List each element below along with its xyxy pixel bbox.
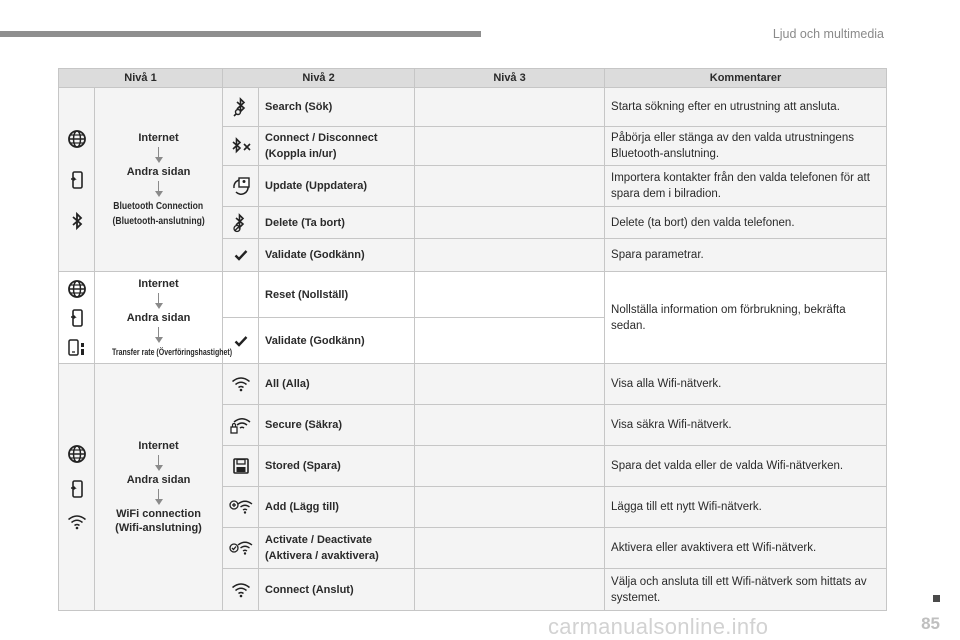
arrow-down-icon	[155, 455, 163, 471]
globe-icon	[67, 279, 87, 299]
arrow-down-icon	[155, 147, 163, 163]
level2-icon-cell	[223, 272, 259, 318]
globe-icon	[67, 129, 87, 149]
level3-cell	[415, 166, 605, 207]
level3-cell	[415, 569, 605, 611]
level3-cell	[415, 487, 605, 528]
level3-cell	[415, 88, 605, 127]
arrow-down-icon	[155, 293, 163, 309]
level2-icon-cell	[223, 487, 259, 528]
level2-icon-cell	[223, 446, 259, 487]
comment-cell: Starta sökning efter en utrustning att ansluta.	[605, 88, 887, 127]
level3-cell	[415, 239, 605, 272]
level3-cell	[415, 272, 605, 318]
column-header-level-2: Nivå 2	[223, 69, 415, 88]
level2-label: Update (Uppdatera)	[259, 166, 415, 207]
column-header-level-1: Nivå 1	[59, 69, 223, 88]
arrow-down-icon	[155, 489, 163, 505]
table-header-row	[59, 69, 887, 88]
column-header-level-3: Nivå 3	[415, 69, 605, 88]
level2-label: Reset (Nollställ)	[259, 272, 415, 318]
level2-icon-cell	[223, 207, 259, 239]
level2-label: Validate (Godkänn)	[259, 239, 415, 272]
checkmark-icon	[234, 335, 248, 347]
level3-cell	[415, 127, 605, 166]
level3-cell	[415, 318, 605, 364]
comment-cell: Visa alla Wifi-nätverk.	[605, 364, 887, 405]
end-marker	[933, 595, 940, 602]
level1-icons-cell	[59, 88, 95, 272]
wifi-add-icon	[229, 499, 253, 515]
level2-label: Activate / Deactivate (Aktivera / avaktivera)	[259, 528, 415, 569]
comment-cell: Lägga till ett nytt Wifi-nätverk.	[605, 487, 887, 528]
level1-icons-cell	[59, 364, 95, 611]
path-internet: Internet	[138, 131, 179, 144]
column-header-comments: Kommentarer	[605, 69, 887, 88]
table-row	[59, 88, 887, 127]
phone-icon	[70, 171, 84, 189]
phone-icon	[70, 309, 84, 327]
level2-label: All (Alla)	[259, 364, 415, 405]
arrow-down-icon	[155, 327, 163, 343]
checkmark-icon	[234, 249, 248, 261]
level3-cell	[415, 405, 605, 446]
top-rule	[0, 31, 481, 37]
level2-icon-cell	[223, 364, 259, 405]
level2-icon-cell	[223, 405, 259, 446]
level2-label: Connect / Disconnect (Koppla in/ur)	[259, 127, 415, 166]
level2-label: Delete (Ta bort)	[259, 207, 415, 239]
wifi-toggle-icon	[229, 540, 253, 556]
bluetooth-delete-icon	[232, 213, 250, 233]
comment-cell: Spara det valda eller de valda Wifi-nätverken.	[605, 446, 887, 487]
path-other-page: Andra sidan	[126, 165, 191, 178]
path-bluetooth-connection-sv: (Bluetooth-anslutning)	[112, 215, 205, 227]
level1-path-cell	[95, 88, 223, 272]
level2-label: Search (Sök)	[259, 88, 415, 127]
wifi-icon	[231, 376, 251, 392]
level3-cell	[415, 364, 605, 405]
data-transfer-icon	[67, 337, 87, 357]
level2-label: Connect (Anslut)	[259, 569, 415, 611]
level1-icons-cell	[59, 272, 95, 364]
comment-cell: Delete (ta bort) den valda telefonen.	[605, 207, 887, 239]
bluetooth-icon	[71, 211, 83, 231]
level2-icon-cell	[223, 569, 259, 611]
level2-label: Stored (Spara)	[259, 446, 415, 487]
level3-cell	[415, 528, 605, 569]
level2-label: Add (Lägg till)	[259, 487, 415, 528]
path-other-page: Andra sidan	[126, 311, 191, 324]
arrow-down-icon	[155, 181, 163, 197]
path-internet: Internet	[138, 440, 179, 452]
path-transfer-rate: Transfer rate (Överföringshastighet)	[111, 346, 233, 357]
wifi-icon	[67, 514, 87, 530]
level2-label: Validate (Godkänn)	[259, 318, 415, 364]
comment-cell: Visa säkra Wifi-nätverk.	[605, 405, 887, 446]
comment-cell: Nollställa information om förbrukning, bekräfta sedan.	[605, 272, 887, 364]
level1-path-cell	[95, 364, 223, 611]
bluetooth-search-icon	[232, 97, 250, 117]
path-internet: Internet	[138, 277, 179, 290]
path-wifi-connection-sv: (Wifi-anslutning)	[115, 522, 202, 534]
section-title: Ljud och multimedia	[772, 27, 884, 41]
level2-icon-cell	[223, 528, 259, 569]
level2-label: Secure (Säkra)	[259, 405, 415, 446]
path-wifi-connection: WiFi connection	[116, 508, 201, 520]
phone-icon	[70, 480, 84, 498]
level2-icon-cell	[223, 166, 259, 207]
path-other-page: Andra sidan	[126, 474, 191, 486]
table-row	[59, 272, 887, 318]
level3-cell	[415, 446, 605, 487]
level2-icon-cell	[223, 88, 259, 127]
comment-cell: Påbörja eller stänga av den valda utrustningens Bluetooth-anslutning.	[605, 127, 887, 166]
comment-cell: Aktivera eller avaktivera ett Wifi-nätverk.	[605, 528, 887, 569]
bluetooth-disconnect-icon	[230, 136, 252, 156]
floppy-disk-icon	[233, 458, 249, 474]
level3-cell	[415, 207, 605, 239]
wifi-lock-icon	[230, 416, 252, 434]
comment-cell: Importera kontakter från den valda telefonen för att spara dem i bilradion.	[605, 166, 887, 207]
path-bluetooth-connection: Bluetooth Connection	[113, 200, 204, 212]
globe-icon	[67, 444, 87, 464]
comment-cell: Välja och ansluta till ett Wifi-nätverk som hittats av systemet.	[605, 569, 887, 611]
contact-update-icon	[230, 176, 252, 196]
level1-path-cell	[95, 272, 233, 364]
table-row	[59, 364, 887, 405]
wifi-icon	[231, 582, 251, 598]
level2-icon-cell	[223, 239, 259, 272]
watermark: carmanualsonline.info	[548, 614, 769, 639]
page-number: 85	[921, 614, 940, 633]
level2-icon-cell	[223, 127, 259, 166]
comment-cell: Spara parametrar.	[605, 239, 887, 272]
menu-table	[58, 68, 887, 611]
